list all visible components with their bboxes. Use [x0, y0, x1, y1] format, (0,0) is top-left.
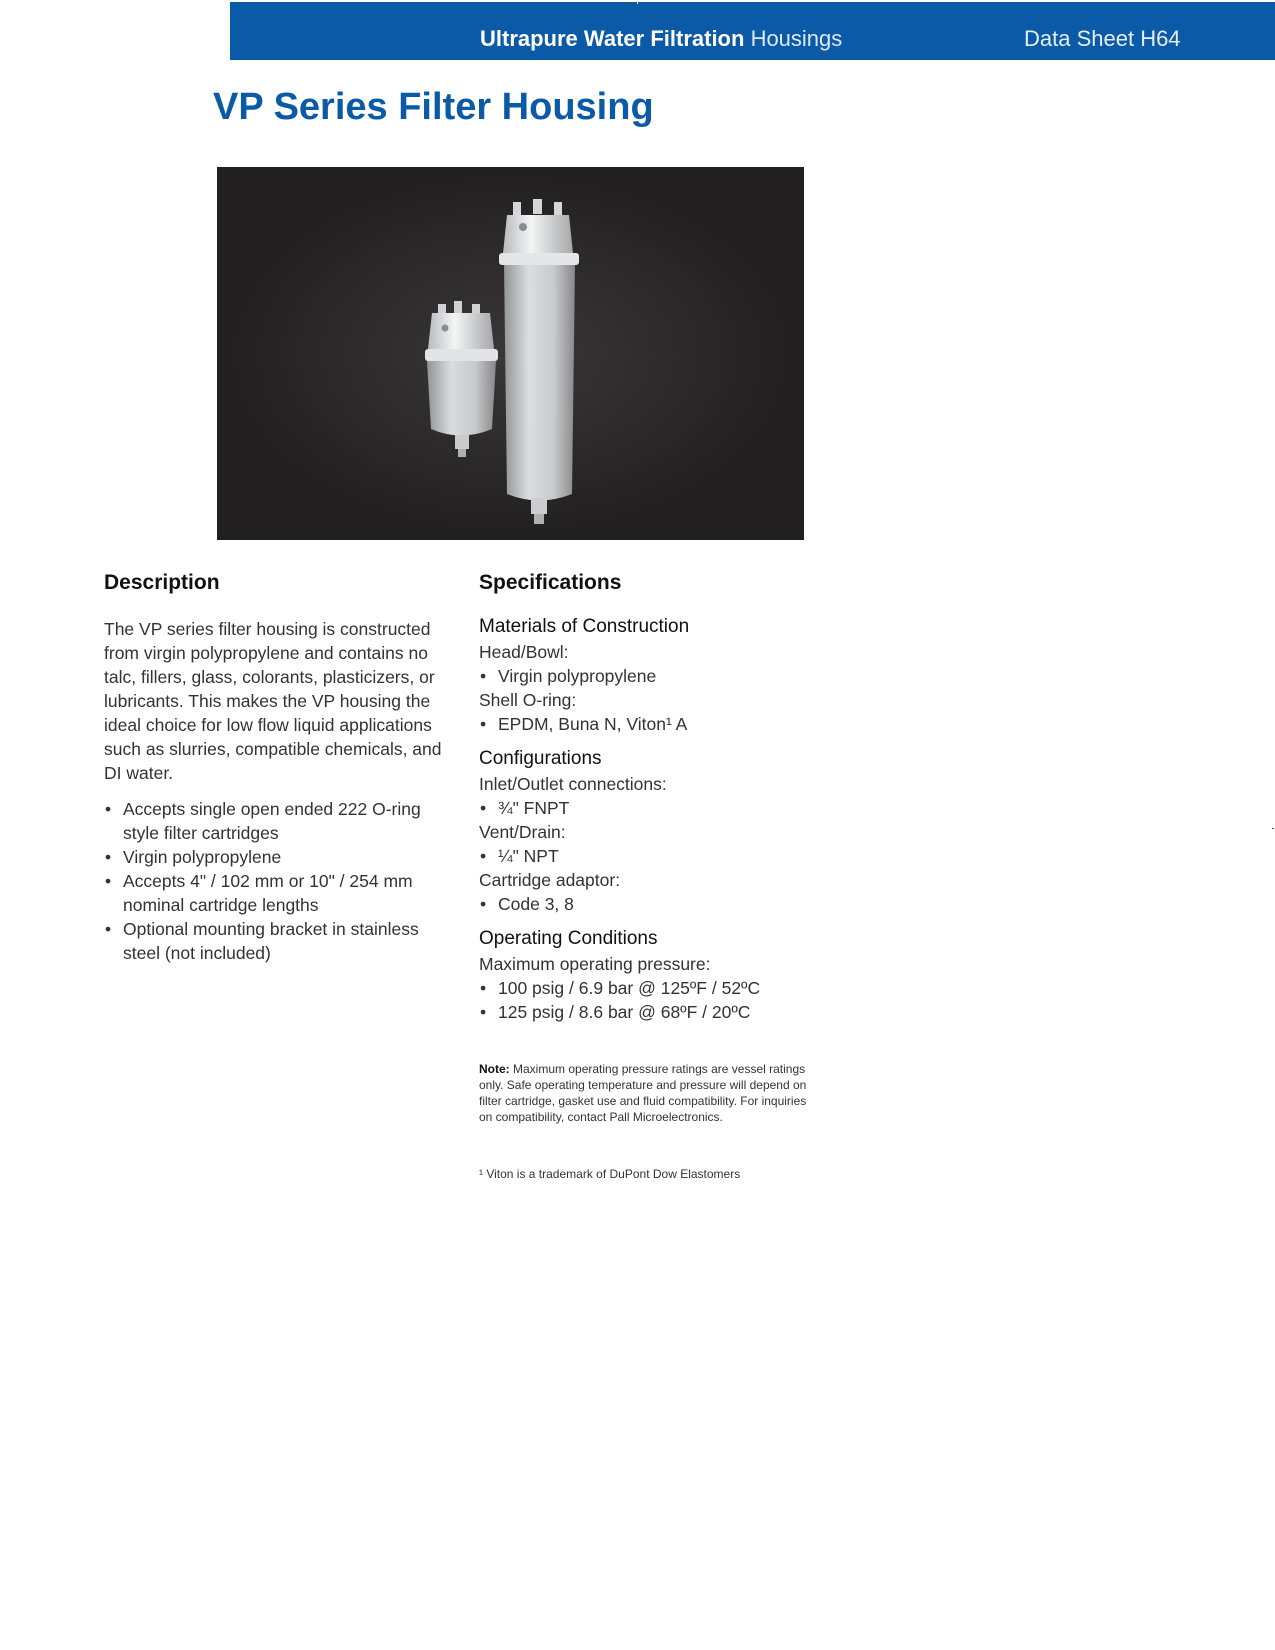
vent-label: Vent/Drain:	[479, 822, 566, 842]
filter-housings-illustration	[217, 167, 804, 540]
specifications-section	[479, 614, 824, 1034]
inlet-value: • ¾" FNPT	[479, 796, 824, 820]
list-item: • Virgin polypropylene	[104, 845, 449, 869]
description-section	[104, 617, 449, 965]
operating-group	[479, 926, 824, 1024]
pressure-note	[479, 1061, 814, 1125]
adaptor-value: • Code 3, 8	[479, 892, 824, 916]
pressure-rating: • 100 psig / 6.9 bar @ 125ºF / 52ºC	[479, 976, 824, 1000]
product-line	[480, 26, 842, 52]
materials-group	[479, 614, 824, 736]
list-item: • Optional mounting bracket in stainless steel (not included)	[104, 917, 449, 965]
trademark-footnote: ¹ Viton is a trademark of DuPont Dow Elastomers	[479, 1167, 741, 1181]
product-line-light: Housings	[750, 26, 843, 51]
description-heading: Description	[104, 571, 220, 594]
product-line-bold: Ultrapure Water Filtration	[480, 26, 745, 51]
materials-heading: Materials of Construction	[479, 616, 690, 637]
vent-value: • ¼" NPT	[479, 844, 824, 868]
adaptor-label: Cartridge adaptor:	[479, 870, 621, 890]
data-sheet-number: Data Sheet H64	[1024, 26, 1181, 51]
description-paragraph: The VP series filter housing is constructed from virgin polypropylene and contains no talc, fillers, glass, colorants, plasticizers, or lubricants. This makes the VP housing the ideal choice for low flow liquid applications such as slurries, compatible chemicals, and DI water.	[104, 619, 442, 783]
operating-heading: Operating Conditions	[479, 928, 658, 949]
note-label: Note:	[479, 1062, 510, 1076]
note-text: Maximum operating pressure ratings are vessel ratings only. Safe operating temperature and pressure will depend on filter cartridge, gasket use and fluid compatibility. For inquiries on compatibility, contact Pall Microelectronics.	[479, 1062, 807, 1124]
edge-mark	[1272, 828, 1274, 829]
inlet-label: Inlet/Outlet connections:	[479, 774, 667, 794]
pressure-rating: • 125 psig / 8.6 bar @ 68ºF / 20ºC	[479, 1000, 824, 1024]
specifications-heading: Specifications	[479, 571, 622, 594]
head-bowl-value: • Virgin polypropylene	[479, 664, 824, 688]
configurations-group	[479, 746, 824, 916]
oring-label: Shell O-ring:	[479, 690, 577, 710]
crop-mark	[637, 0, 638, 4]
list-item: • Accepts 4" / 102 mm or 10" / 254 mm nominal cartridge lengths	[104, 869, 449, 917]
pressure-label: Maximum operating pressure:	[479, 954, 711, 974]
list-item: • Accepts single open ended 222 O-ring style filter cartridges	[104, 797, 449, 845]
header-banner	[230, 2, 1275, 60]
page-title: VP Series Filter Housing	[213, 86, 654, 128]
feature-list	[104, 797, 449, 965]
tall-housing	[499, 199, 579, 524]
head-bowl-label: Head/Bowl:	[479, 642, 569, 662]
product-photo	[217, 167, 804, 540]
configurations-heading: Configurations	[479, 748, 602, 769]
oring-value: • EPDM, Buna N, Viton¹ A	[479, 712, 824, 736]
